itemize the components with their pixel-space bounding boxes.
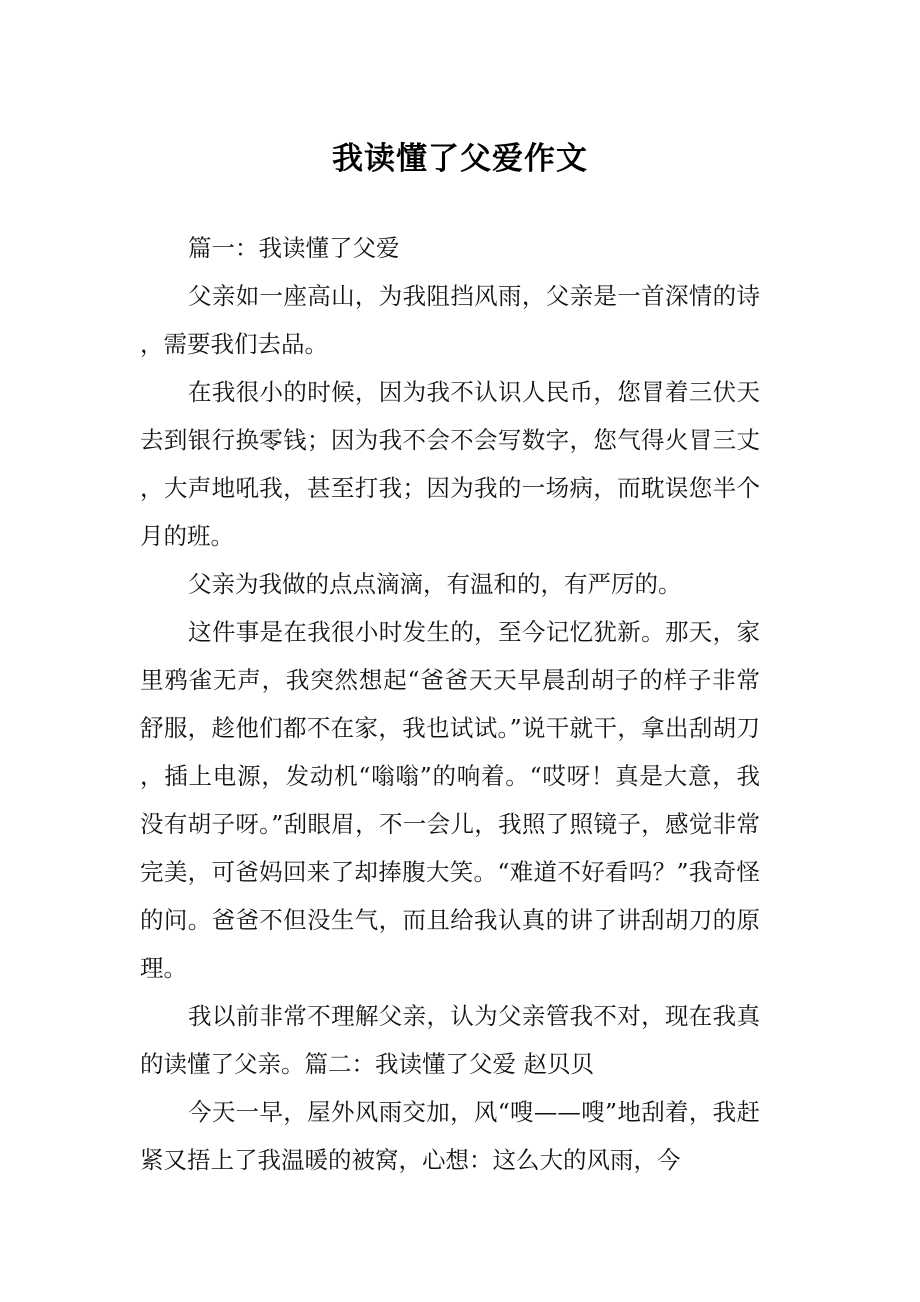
paragraph: 在我很小的时候，因为我不认识人民币，您冒着三伏天去到银行换零钱；因为我不会不会写数字，您气得火冒三丈，大声地吼我，甚至打我；因为我的一场病，而耽误您半个月的班。 (140, 378, 760, 550)
paragraph: 父亲为我做的点点滴滴，有温和的，有严厉的。 (188, 570, 682, 598)
document-title: 我读懂了父爱作文 (332, 140, 588, 177)
paragraph-heading-part-one: 篇一：我读懂了父爱 (188, 234, 400, 262)
paragraph: 父亲如一座高山，为我阻挡风雨，父亲是一首深情的诗，需要我们去品。 (140, 282, 760, 358)
paragraph: 我以前非常不理解父亲，认为父亲管我不对，现在我真的读懂了父亲。篇二：我读懂了父爱 赵贝贝 (140, 1002, 760, 1078)
document-body (140, 224, 760, 1184)
paragraph: 今天一早，屋外风雨交加，风“嗖——嗖”地刮着，我赶紧又捂上了我温暖的被窝，心想：这么大的风雨，今 (140, 1098, 760, 1174)
paragraph: 这件事是在我很小时发生的，至今记忆犹新。那天，家里鸦雀无声，我突然想起“爸爸天天早晨刮胡子的样子非常舒服，趁他们都不在家，我也试试。”说干就干，拿出刮胡刀，插上电源，发动机“嗡嗡”的响着。“哎呀！真是大意，我没有胡子呀。”刮眼眉，不一会儿，我照了照镜子，感觉非常完美，可爸妈回来了却捧腹大笑。“难道不好看吗？”我奇怪的问。爸爸不但没生气，而且给我认真的讲了讲刮胡刀的原理。 (140, 618, 760, 982)
